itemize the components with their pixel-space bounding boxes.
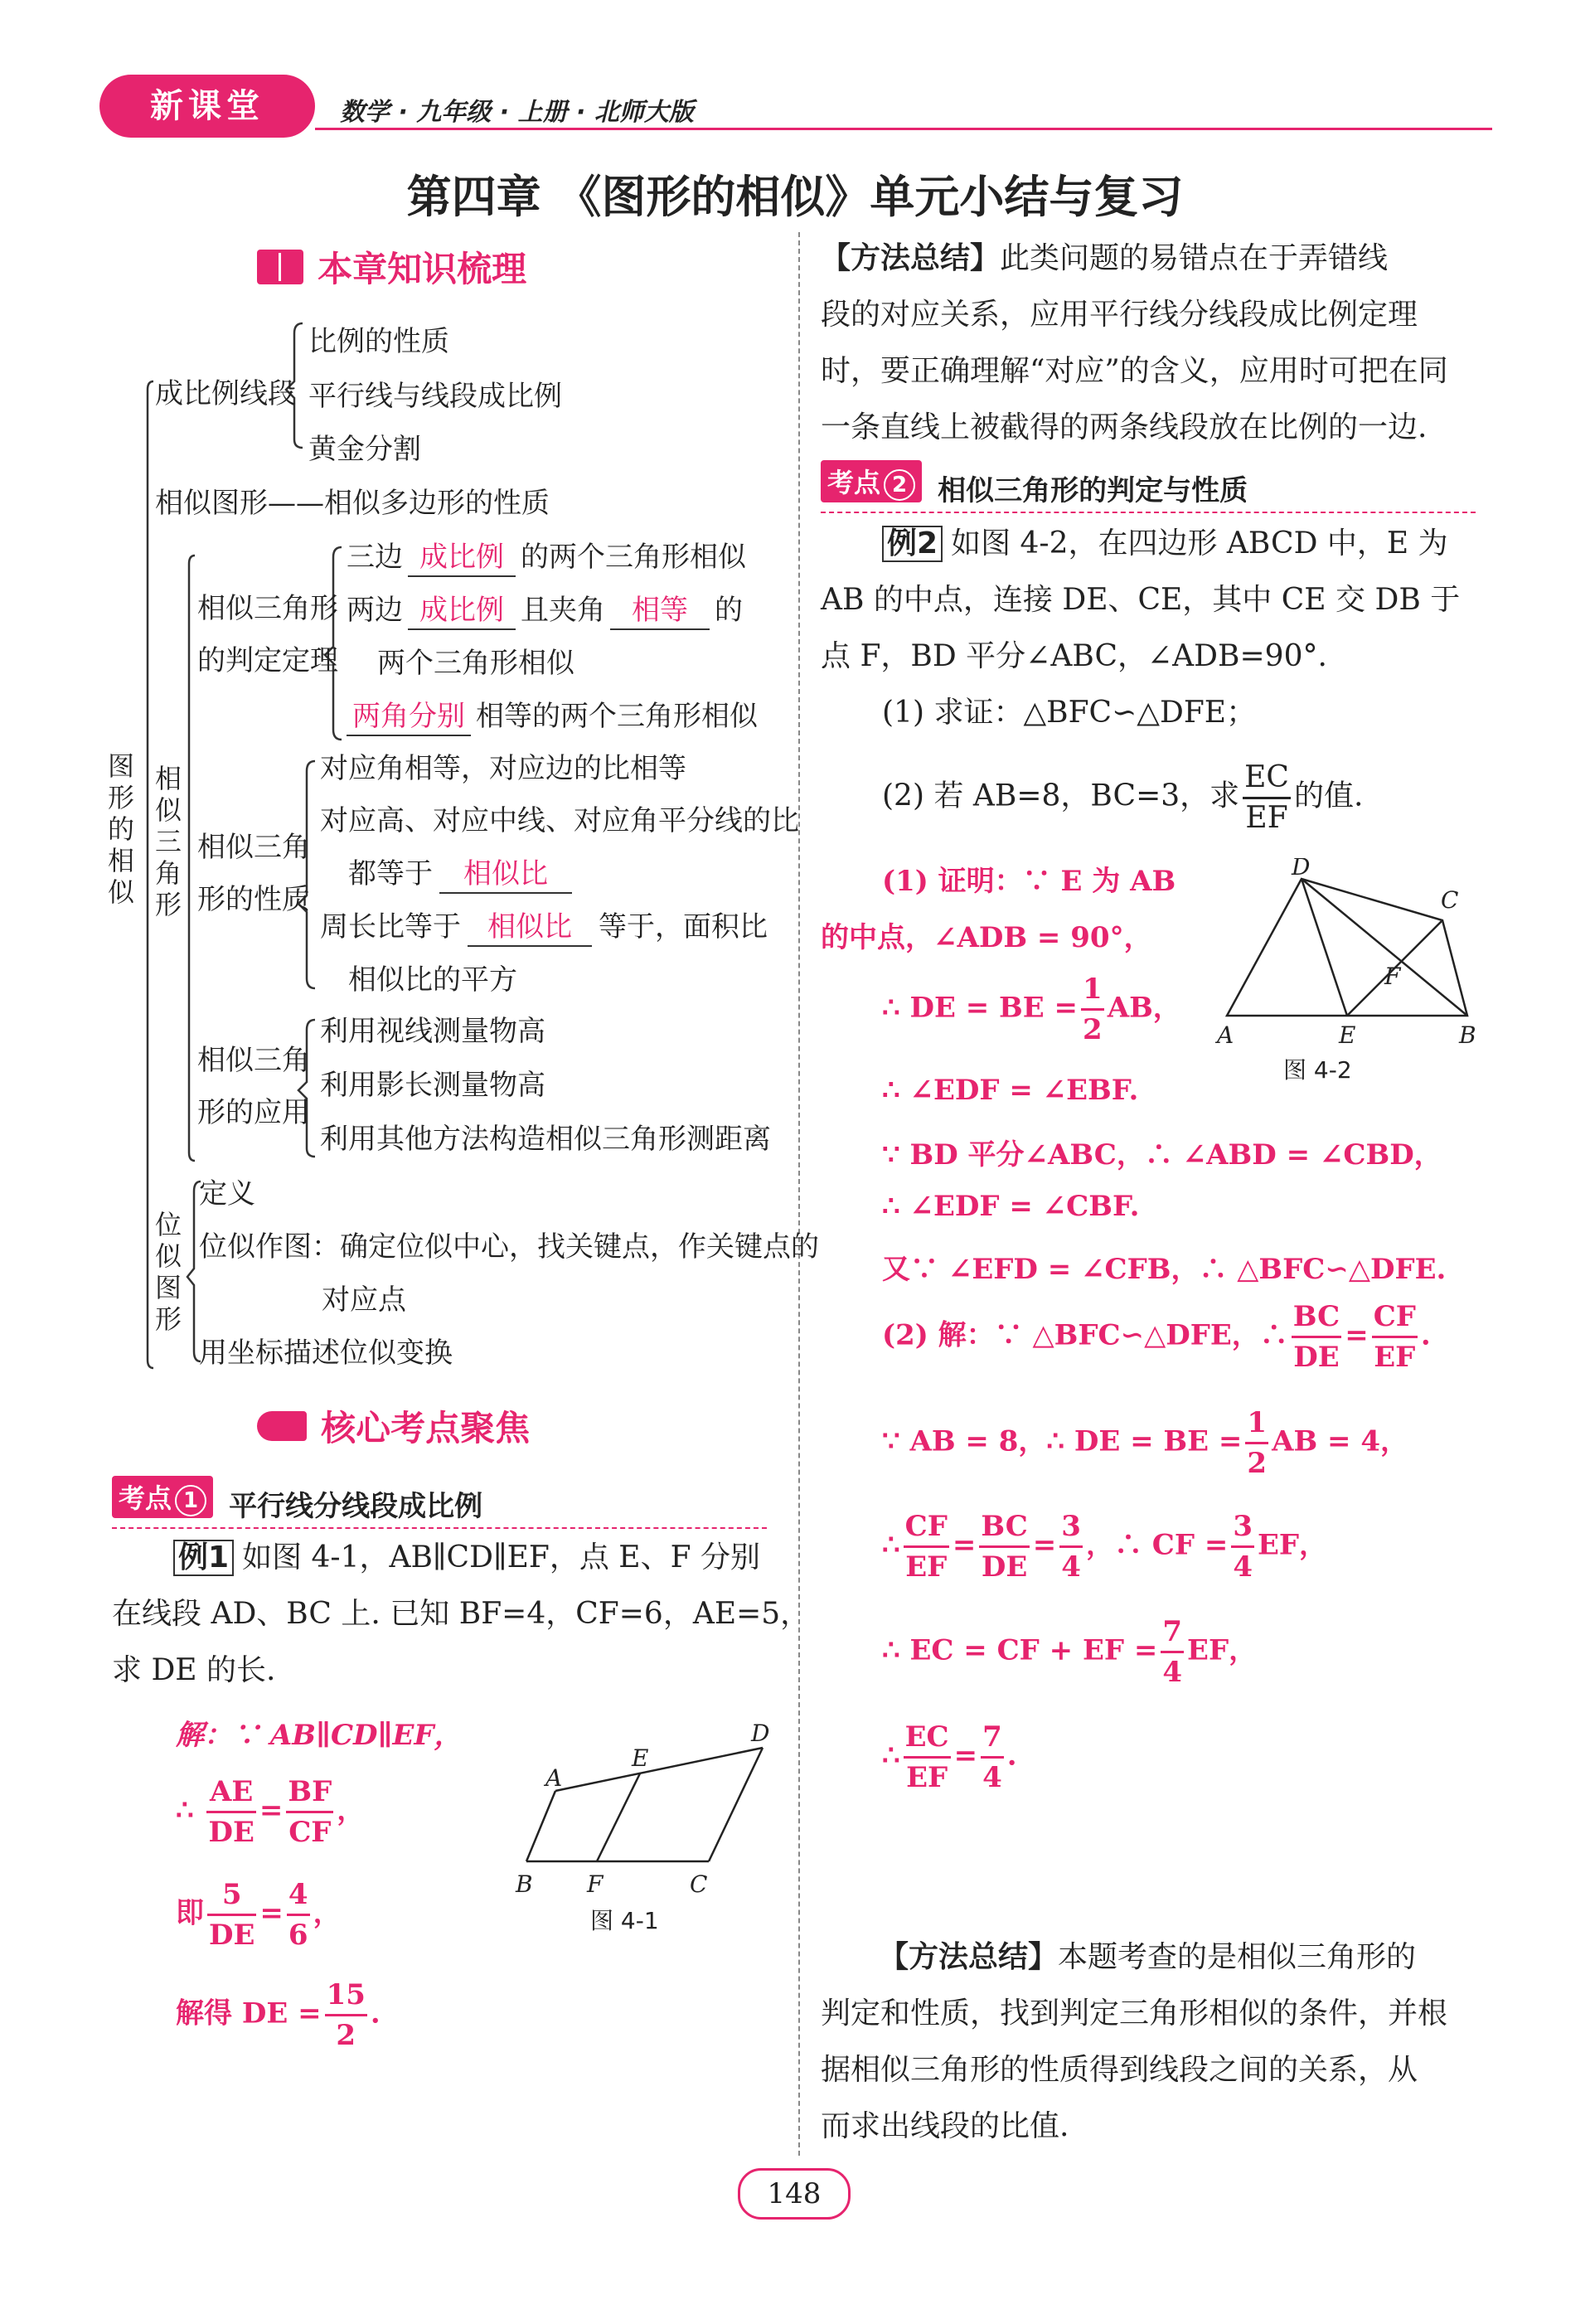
logo (99, 75, 315, 138)
header-rule (315, 128, 1492, 130)
example-1-text: 例1 如图 4-1，AB∥CD∥EF，点 E、F 分别 在线段 AD、BC 上. 已知 BF=4，CF=6，AE=5， 求 DE 的长. (112, 1540, 811, 1687)
method-summary-1: 【方法总结】此类问题的易错点在于弄错线 段的对应关系，应用平行线分线段成比例定理 时，要正确理解“对应”的含义，应用时可把在同 一条直线上被截得的两条线段放在比例的一边. (821, 241, 1448, 444)
tree-b4-label: 位似图形 (155, 1209, 182, 1335)
tree-app-label-2: 形的应用 (197, 1096, 310, 1129)
page-number: 148 (738, 2168, 851, 2220)
figure-4-1 (497, 1708, 796, 1932)
tree-judge-line-2: 两边 成比例 且夹角 相等 的 (347, 592, 743, 630)
label-D: D (1292, 858, 1311, 881)
ex2-sol-12: ∴ $\frac{EC}{EF}$ = $\frac{7}{4}$ . (882, 1718, 1017, 1797)
fraction: $\frac{AE}{DE}$ (206, 1773, 255, 1851)
tree-b4-line-4: 用坐标描述位似变换 (199, 1337, 453, 1370)
tree-judge-label-2: 的判定定理 (197, 644, 338, 677)
tree-judge-line-3: 两个三角形相似 (377, 647, 574, 680)
tree-b1-item-2: 平行线与线段成比例 (308, 380, 562, 413)
ex2-sol-8: (2) 解：∵ △BFC∽△DFE，∴ $\frac{BC}{DE}$ = $\frac{CF}{EF}$ . (882, 1298, 1431, 1376)
figure-4-2 (1210, 858, 1484, 1090)
tree-judge-line-4: 两角分别 相等的两个三角形相似 (347, 698, 758, 736)
page-title: 第四章 《图形的相似》单元小结与复习 (406, 170, 1184, 223)
book-icon (257, 250, 303, 284)
header-subtitle: 数学 · 九年级 · 上册 · 北师大版 (340, 98, 694, 127)
tree-b1-label: 成比例线段 (155, 377, 296, 410)
tree-b1-item-1: 比例的性质 (308, 325, 449, 358)
label-F: F (587, 1870, 604, 1898)
tree-judge-label-1: 相似三角形 (197, 592, 338, 625)
books-icon (257, 1411, 307, 1441)
ex2-sol-3: ∴ DE = BE = $\frac{1}{2}$ AB， (882, 970, 1181, 1049)
ex1-sol-2: ∴ $\frac{AE}{DE}$ = $\frac{BF}{CF}$ ， (176, 1773, 365, 1851)
kaodian-badge: 考点 1 (112, 1476, 213, 1518)
ex2-sol-10: ∴ $\frac{CF}{EF}$ = $\frac{BC}{DE}$ = $\frac{3}{4}$ ，∴ CF = $\frac{3}{4}$ EF， (882, 1507, 1327, 1586)
ex2-sol-5: ∵ BD 平分∠ABC，∴ ∠ABD = ∠CBD， (882, 1138, 1442, 1172)
example-2-q2: (2) 若 AB=8，BC=3，求 $\frac{EC}{EF}$ 的值. (882, 759, 1363, 837)
tree-prop-label-2: 形的性质 (197, 883, 310, 916)
ex1-sol-1: 解：∵ AB∥CD∥EF， (176, 1719, 463, 1752)
tree-app-item-3: 利用其他方法构造相似三角形测距离 (320, 1123, 771, 1156)
tree-app-label-1: 相似三角 (197, 1044, 310, 1077)
tree-b2: 相似图形——相似多边形的性质 (155, 487, 550, 520)
label-B: B (1459, 1021, 1476, 1049)
tree-root: 图形的相似 (108, 750, 135, 908)
fraction: $\frac{CF}{EF}$ (904, 1507, 949, 1586)
fraction: $\frac{BC}{DE}$ (1292, 1298, 1341, 1376)
logo-text: 新课堂 (150, 87, 264, 125)
tree-app-item-1: 利用视线测量物高 (320, 1015, 545, 1048)
label-D: D (751, 1720, 770, 1747)
tree-prop-line-5: 相似比的平方 (348, 963, 517, 997)
tree-prop-label-1: 相似三角 (197, 831, 310, 864)
ex1-sol-3: 即 $\frac{5}{DE}$ = $\frac{4}{6}$ ， (176, 1875, 342, 1954)
tree-prop-line-2: 对应高、对应中线、对应角平分线的比 (320, 804, 799, 837)
section-heading-focus: 核心考点聚焦 (257, 1401, 530, 1451)
tree-prop-line-4: 周长比等于 相似比 等于，面积比 (320, 909, 768, 947)
label-F: F (1384, 963, 1401, 990)
fraction: $\frac{CF}{EF}$ (1372, 1298, 1418, 1376)
fraction: $\frac{1}{2}$ (1081, 970, 1104, 1049)
ex1-sol-4: 解得 DE = $\frac{15}{2}$ . (176, 1976, 381, 2055)
kaodian-1-heading: 考点 1 平行线分线段成比例 (112, 1476, 767, 1529)
header (99, 75, 1492, 141)
ex2-sol-4: ∴ ∠EDF = ∠EBF. (882, 1074, 1139, 1107)
label-C: C (690, 1870, 708, 1898)
label-A: A (545, 1764, 563, 1792)
fraction: $\frac{EC}{EF}$ (1244, 760, 1289, 835)
label-B: B (516, 1870, 533, 1898)
figure-caption: 图 4-2 (1283, 1056, 1352, 1084)
tree-judge-line-1: 三边 成比例 的两个三角形相似 (347, 539, 746, 577)
fraction: $\frac{3}{4}$ (1059, 1507, 1083, 1586)
kaodian-badge: 考点 2 (821, 460, 922, 502)
fraction: $\frac{4}{6}$ (287, 1875, 310, 1954)
section-heading-knowledge: 本章知识梳理 (257, 242, 526, 292)
kaodian-2-heading: 考点 2 相似三角形的判定与性质 (821, 460, 1476, 513)
fraction: $\frac{3}{4}$ (1231, 1507, 1254, 1586)
figure-caption: 图 4-1 (590, 1907, 659, 1932)
example-2-text: 例2 如图 4-2，在四边形 ABCD 中，E 为 AB 的中点，连接 DE、CE，其中 CE 交 DB 于 点 F，BD 平分∠ABC，∠ADB=90°. (1) 求证：△BFC∽△DFE； (821, 526, 1461, 730)
fraction: $\frac{5}{DE}$ (207, 1875, 256, 1954)
fraction: $\frac{BC}{DE}$ (979, 1507, 1029, 1586)
ex2-sol-11: ∴ EC = CF + EF = $\frac{7}{4}$ EF， (882, 1613, 1257, 1691)
label-A: A (1217, 1021, 1234, 1049)
ex2-sol-2: 的中点，∠ADB = 90°， (821, 921, 1152, 954)
tree-b4-line-2: 位似作图：确定位似中心，找关键点，作关键点的 (199, 1230, 819, 1264)
fraction: $\frac{BF}{CF}$ (286, 1773, 333, 1851)
tree-app-item-2: 利用影长测量物高 (320, 1069, 545, 1102)
method-summary-2: 【方法总结】本题考查的是相似三角形的 判定和性质，找到判定三角形相似的条件，并根 据相似三角形的性质得到线段之间的关系，从 而求出线段的比值. (821, 1940, 1448, 2143)
tree-b3-label: 相似三角形 (155, 763, 182, 920)
label-C: C (1441, 886, 1459, 914)
ex2-sol-1: (1) 证明：∵ E 为 AB (882, 865, 1176, 898)
ex2-sol-6: ∴ ∠EDF = ∠CBF. (882, 1190, 1140, 1223)
tree-prop-line-1: 对应角相等，对应边的比相等 (320, 752, 686, 785)
ex2-sol-7: 又∵ ∠EFD = ∠CFB，∴ △BFC∽△DFE. (882, 1253, 1447, 1286)
fraction: $\frac{1}{2}$ (1245, 1404, 1268, 1482)
label-E: E (1339, 1021, 1356, 1049)
tree-b4-line-1: 定义 (199, 1177, 255, 1211)
fraction: $\frac{7}{4}$ (981, 1718, 1004, 1797)
fraction: $\frac{7}{4}$ (1161, 1613, 1184, 1691)
fraction: $\frac{15}{2}$ (325, 1976, 367, 2055)
fraction: $\frac{EC}{EF}$ (904, 1718, 951, 1797)
label-E: E (632, 1744, 649, 1772)
example-tag: 例2 (882, 526, 943, 562)
ex2-sol-9: ∵ AB = 8，∴ DE = BE = $\frac{1}{2}$ AB = 4， (882, 1404, 1408, 1482)
tree-b1-item-3: 黄金分割 (308, 433, 421, 466)
tree-prop-line-3: 都等于 相似比 (348, 856, 572, 894)
example-tag: 例1 (173, 1540, 234, 1576)
tree-b4-line-3: 对应点 (322, 1283, 406, 1317)
